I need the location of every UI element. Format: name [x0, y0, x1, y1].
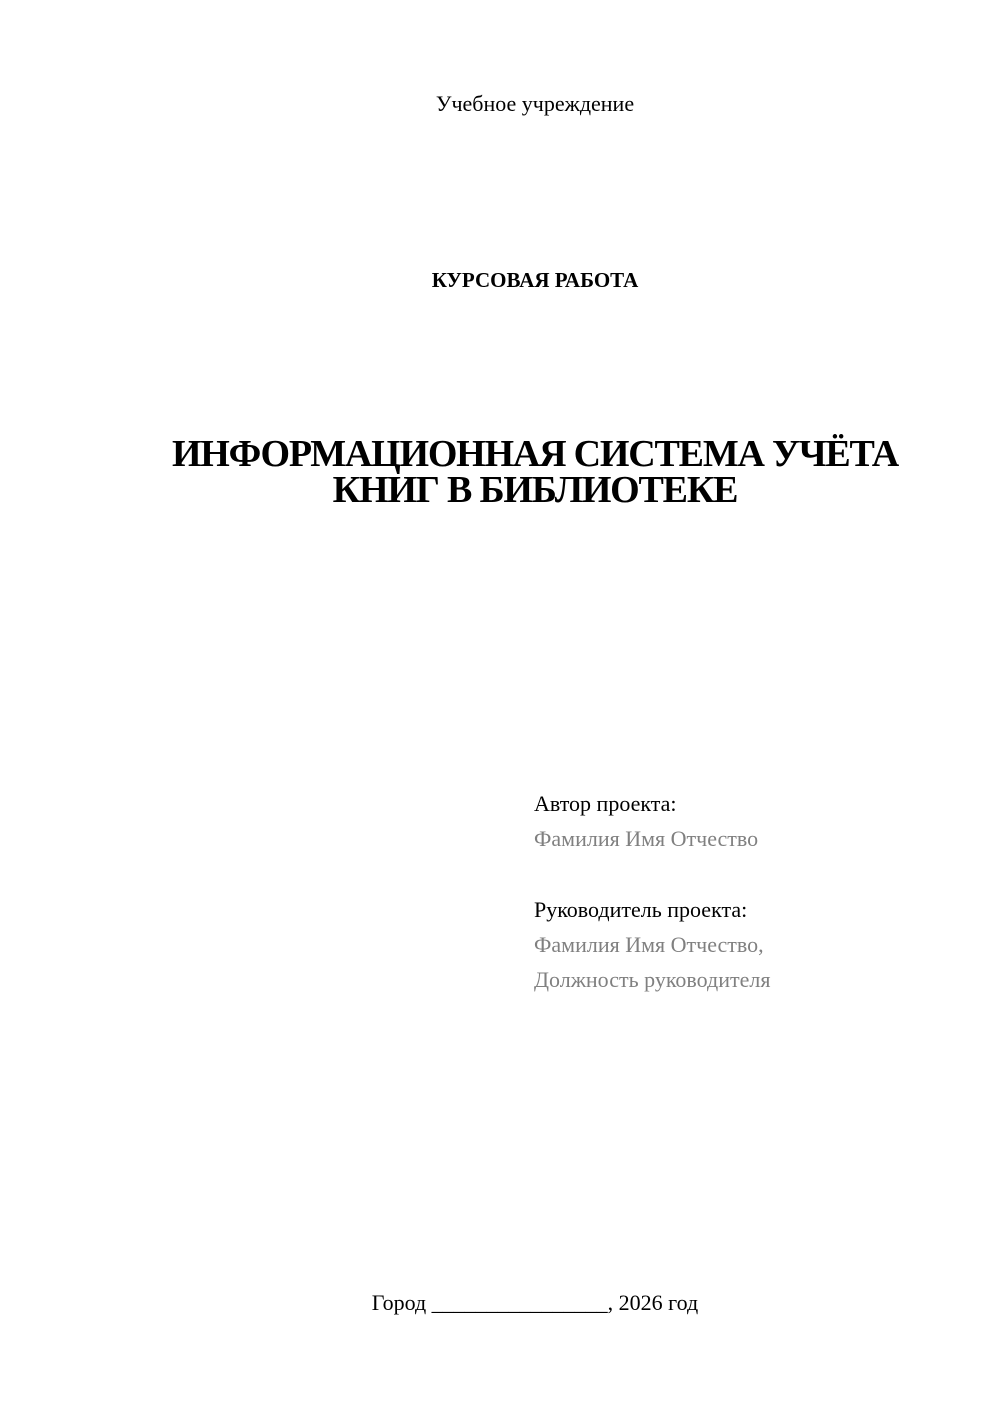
author-label: Автор проекта: — [534, 791, 677, 816]
document-title — [150, 433, 920, 511]
title-line: ИНФОРМАЦИОННАЯ СИСТЕМА УЧЁТА — [171, 433, 899, 475]
author-block — [534, 786, 758, 856]
institution: Учебное учреждение — [435, 91, 635, 116]
supervisor-label: Руководитель проекта: — [534, 897, 748, 922]
supervisor-position: Должность руководителя — [534, 967, 771, 992]
title-line: КНИГ В БИБЛИОТЕКЕ — [332, 469, 738, 511]
supervisor-block — [534, 892, 770, 997]
work-type: КУРСОВАЯ РАБОТА — [431, 268, 639, 292]
city-year: Город ________________, 2026 год — [371, 1290, 699, 1315]
author-name: Фамилия Имя Отчество — [534, 826, 759, 851]
supervisor-name: Фамилия Имя Отчество, — [534, 932, 764, 957]
